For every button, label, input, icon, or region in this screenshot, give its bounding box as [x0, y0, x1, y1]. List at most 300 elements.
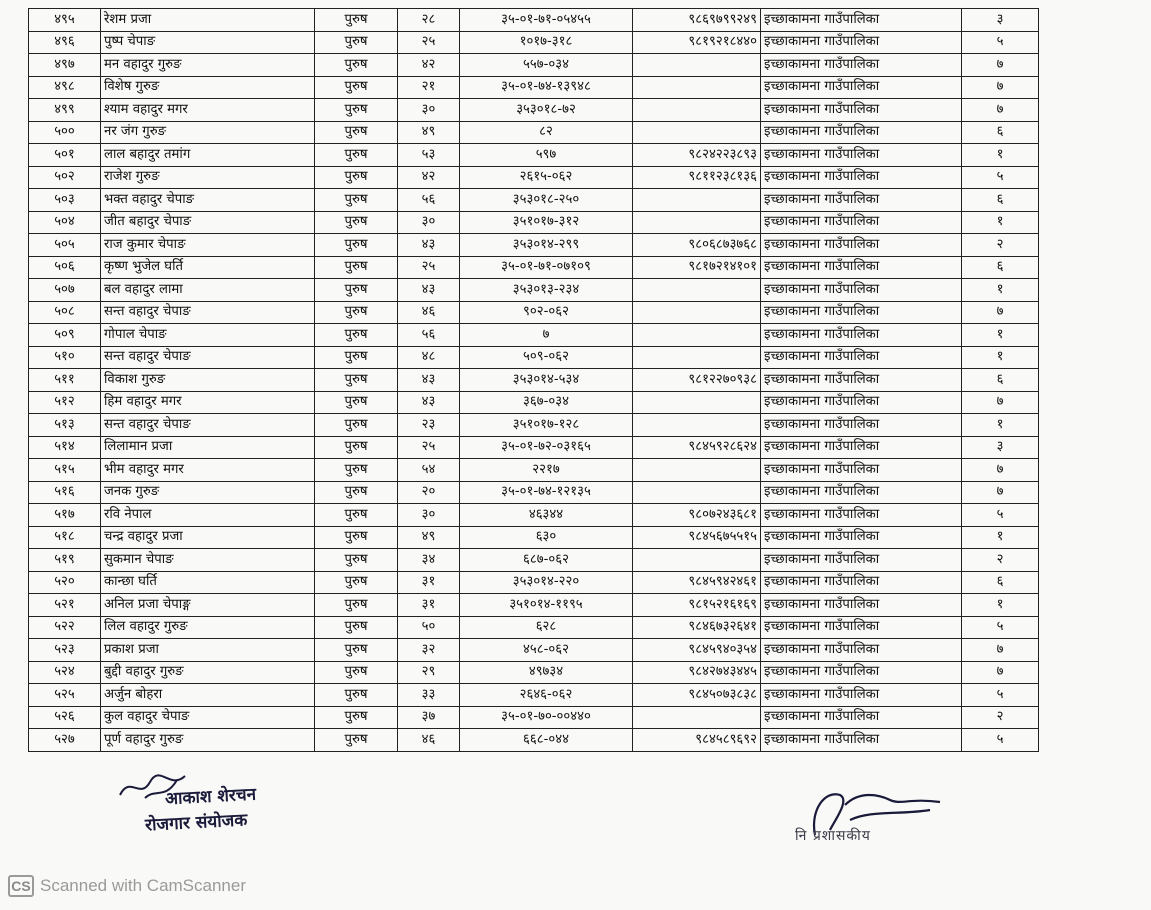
age-cell: ४६	[398, 729, 460, 752]
citizenship-number-cell: ७	[460, 324, 633, 347]
table-row	[29, 279, 1039, 302]
camscanner-text: Scanned with CamScanner	[40, 876, 247, 895]
municipality-cell: इच्छाकामना गाउँपालिका	[761, 549, 962, 572]
municipality-cell: इच्छाकामना गाउँपालिका	[761, 684, 962, 707]
serial-number-cell: ४९७	[29, 54, 101, 77]
municipality-cell: इच्छाकामना गाउँपालिका	[761, 76, 962, 99]
gender-cell: पुरुष	[315, 481, 398, 504]
phone-cell: ९८१५२१६१६९	[633, 594, 761, 617]
name-cell: भीम वहादुर मगर	[101, 459, 315, 482]
table-row	[29, 616, 1039, 639]
phone-cell	[633, 76, 761, 99]
phone-cell	[633, 121, 761, 144]
name-cell: सन्त वहादुर चेपाङ	[101, 346, 315, 369]
name-cell: पूर्ण वहादुर गुरुङ	[101, 729, 315, 752]
age-cell: ५४	[398, 459, 460, 482]
citizenship-number-cell: ८२	[460, 121, 633, 144]
name-cell: जीत बहादुर चेपाङ	[101, 211, 315, 234]
citizenship-number-cell: १०१७-३१८	[460, 31, 633, 54]
gender-cell: पुरुष	[315, 144, 398, 167]
ward-cell: ६	[962, 571, 1039, 594]
age-cell: २५	[398, 436, 460, 459]
citizenship-number-cell: ३५३०१८-२५०	[460, 189, 633, 212]
table-row	[29, 211, 1039, 234]
age-cell: २५	[398, 31, 460, 54]
table-row	[29, 234, 1039, 257]
table-row	[29, 549, 1039, 572]
table-row	[29, 504, 1039, 527]
citizenship-number-cell: ३५-०१-७१-०७१०९	[460, 256, 633, 279]
phone-cell	[633, 279, 761, 302]
phone-cell: ९८१७२१४१०१	[633, 256, 761, 279]
ward-cell: ६	[962, 189, 1039, 212]
ward-cell: ७	[962, 661, 1039, 684]
age-cell: ४३	[398, 234, 460, 257]
serial-number-cell: ४९५	[29, 9, 101, 32]
municipality-cell: इच्छाकामना गाउँपालिका	[761, 414, 962, 437]
municipality-cell: इच्छाकामना गाउँपालिका	[761, 571, 962, 594]
municipality-cell: इच्छाकामना गाउँपालिका	[761, 211, 962, 234]
gender-cell: पुरुष	[315, 549, 398, 572]
gender-cell: पुरुष	[315, 301, 398, 324]
age-cell: ४९	[398, 121, 460, 144]
gender-cell: पुरुष	[315, 391, 398, 414]
camscanner-logo-icon: CS	[8, 875, 34, 897]
municipality-cell: इच्छाकामना गाउँपालिका	[761, 504, 962, 527]
phone-cell: ९८४६७३२६४१	[633, 616, 761, 639]
age-cell: ४९	[398, 526, 460, 549]
table-row	[29, 414, 1039, 437]
ward-cell: ५	[962, 166, 1039, 189]
age-cell: २१	[398, 76, 460, 99]
serial-number-cell: ५०८	[29, 301, 101, 324]
ward-cell: २	[962, 706, 1039, 729]
serial-number-cell: ५१२	[29, 391, 101, 414]
citizenship-number-cell: ३५१०१७-३१२	[460, 211, 633, 234]
serial-number-cell: ५१५	[29, 459, 101, 482]
serial-number-cell: ५१३	[29, 414, 101, 437]
municipality-cell: इच्छाकामना गाउँपालिका	[761, 346, 962, 369]
name-cell: श्याम वहादुर मगर	[101, 99, 315, 122]
ward-cell: १	[962, 346, 1039, 369]
name-cell: अर्जुन बोहरा	[101, 684, 315, 707]
phone-cell	[633, 99, 761, 122]
gender-cell: पुरुष	[315, 346, 398, 369]
serial-number-cell: ५०५	[29, 234, 101, 257]
citizenship-number-cell: ३५-०१-७२-०३१६५	[460, 436, 633, 459]
officer-signature-block	[790, 780, 1040, 860]
name-cell: चन्द्र वहादुर प्रजा	[101, 526, 315, 549]
citizenship-number-cell: ६८७-०६२	[460, 549, 633, 572]
age-cell: ४६	[398, 301, 460, 324]
name-cell: लिल वहादुर गुरुङ	[101, 616, 315, 639]
table-row	[29, 639, 1039, 662]
ward-cell: ७	[962, 99, 1039, 122]
name-cell: पुष्प चेपाङ	[101, 31, 315, 54]
gender-cell: पुरुष	[315, 189, 398, 212]
age-cell: २३	[398, 414, 460, 437]
ward-cell: ७	[962, 76, 1039, 99]
municipality-cell: इच्छाकामना गाउँपालिका	[761, 369, 962, 392]
phone-cell: ९८४२७४३४४५	[633, 661, 761, 684]
gender-cell: पुरुष	[315, 459, 398, 482]
phone-cell: ९८४५०७३८३८	[633, 684, 761, 707]
table-row	[29, 54, 1039, 77]
gender-cell: पुरुष	[315, 639, 398, 662]
table-row	[29, 459, 1039, 482]
serial-number-cell: ५१४	[29, 436, 101, 459]
age-cell: ३०	[398, 211, 460, 234]
citizenship-number-cell: ६३०	[460, 526, 633, 549]
citizenship-number-cell: ३५३०१३-२३४	[460, 279, 633, 302]
name-cell: रवि नेपाल	[101, 504, 315, 527]
citizenship-number-cell: ५९७	[460, 144, 633, 167]
name-cell: रेशम प्रजा	[101, 9, 315, 32]
ward-cell: ५	[962, 504, 1039, 527]
gender-cell: पुरुष	[315, 369, 398, 392]
age-cell: ४३	[398, 279, 460, 302]
phone-cell: ९८०७२४३६८१	[633, 504, 761, 527]
table-row	[29, 76, 1039, 99]
citizenship-number-cell: ४९७३४	[460, 661, 633, 684]
phone-cell: ९८४५९२८६२४	[633, 436, 761, 459]
phone-cell: ९८०६८७३७६८	[633, 234, 761, 257]
employment-register-table	[28, 8, 1039, 752]
municipality-cell: इच्छाकामना गाउँपालिका	[761, 256, 962, 279]
name-cell: नर जंग गुरुङ	[101, 121, 315, 144]
citizenship-number-cell: २२१७	[460, 459, 633, 482]
ward-cell: १	[962, 211, 1039, 234]
municipality-cell: इच्छाकामना गाउँपालिका	[761, 391, 962, 414]
name-cell: सन्त वहादुर चेपाङ	[101, 414, 315, 437]
gender-cell: पुरुष	[315, 436, 398, 459]
table-row	[29, 436, 1039, 459]
serial-number-cell: ५१७	[29, 504, 101, 527]
ward-cell: २	[962, 234, 1039, 257]
municipality-cell: इच्छाकामना गाउँपालिका	[761, 189, 962, 212]
gender-cell: पुरुष	[315, 9, 398, 32]
name-cell: बुद्दी वहादुर गुरुङ	[101, 661, 315, 684]
officer-title: नि प्रशासकीय	[795, 828, 871, 844]
name-cell: कुल वहादुर चेपाङ	[101, 706, 315, 729]
age-cell: ४३	[398, 369, 460, 392]
age-cell: ३२	[398, 639, 460, 662]
age-cell: २९	[398, 661, 460, 684]
gender-cell: पुरुष	[315, 99, 398, 122]
gender-cell: पुरुष	[315, 571, 398, 594]
gender-cell: पुरुष	[315, 729, 398, 752]
municipality-cell: इच्छाकामना गाउँपालिका	[761, 526, 962, 549]
table-row	[29, 526, 1039, 549]
table-row	[29, 99, 1039, 122]
age-cell: २०	[398, 481, 460, 504]
name-cell: कृष्ण भुजेल घर्ति	[101, 256, 315, 279]
gender-cell: पुरुष	[315, 706, 398, 729]
gender-cell: पुरुष	[315, 661, 398, 684]
citizenship-number-cell: ३५३०१४-५३४	[460, 369, 633, 392]
table-row	[29, 31, 1039, 54]
serial-number-cell: ५१९	[29, 549, 101, 572]
citizenship-number-cell: ३५१०१४-११९५	[460, 594, 633, 617]
name-cell: जनक गुरुङ	[101, 481, 315, 504]
table-row	[29, 706, 1039, 729]
serial-number-cell: ४९६	[29, 31, 101, 54]
gender-cell: पुरुष	[315, 234, 398, 257]
table-row	[29, 661, 1039, 684]
coordinator-title: रोजगार संयोजक	[144, 810, 248, 836]
age-cell: ३०	[398, 504, 460, 527]
ward-cell: ७	[962, 481, 1039, 504]
ward-cell: ६	[962, 369, 1039, 392]
ward-cell: ५	[962, 616, 1039, 639]
table-row	[29, 729, 1039, 752]
serial-number-cell: ५१६	[29, 481, 101, 504]
phone-cell: ९८६९७९९२४९	[633, 9, 761, 32]
gender-cell: पुरुष	[315, 504, 398, 527]
phone-cell: ९८१९२१८४४०	[633, 31, 761, 54]
age-cell: ४३	[398, 391, 460, 414]
citizenship-number-cell: ३५१०१७-१२८	[460, 414, 633, 437]
name-cell: लाल बहादुर तमांग	[101, 144, 315, 167]
table-row	[29, 189, 1039, 212]
name-cell: बल वहादुर लामा	[101, 279, 315, 302]
age-cell: ४२	[398, 166, 460, 189]
phone-cell	[633, 301, 761, 324]
age-cell: ५६	[398, 189, 460, 212]
gender-cell: पुरुष	[315, 211, 398, 234]
serial-number-cell: ५१०	[29, 346, 101, 369]
municipality-cell: इच्छाकामना गाउँपालिका	[761, 301, 962, 324]
citizenship-number-cell: ३५-०१-७१-०५४५५	[460, 9, 633, 32]
name-cell: विकाश गुरुङ	[101, 369, 315, 392]
table-row	[29, 144, 1039, 167]
name-cell: प्रकाश प्रजा	[101, 639, 315, 662]
name-cell: राज कुमार चेपाङ	[101, 234, 315, 257]
ward-cell: ३	[962, 9, 1039, 32]
citizenship-number-cell: ३६७-०३४	[460, 391, 633, 414]
serial-number-cell: ५०४	[29, 211, 101, 234]
ward-cell: ३	[962, 436, 1039, 459]
phone-cell	[633, 211, 761, 234]
age-cell: ४२	[398, 54, 460, 77]
name-cell: हिम वहादुर मगर	[101, 391, 315, 414]
table-row	[29, 571, 1039, 594]
ward-cell: ७	[962, 459, 1039, 482]
age-cell: ५६	[398, 324, 460, 347]
citizenship-number-cell: ३५३०१४-२२०	[460, 571, 633, 594]
phone-cell	[633, 706, 761, 729]
ward-cell: ५	[962, 729, 1039, 752]
age-cell: ५०	[398, 616, 460, 639]
phone-cell: ९८१२२७०९३८	[633, 369, 761, 392]
name-cell: सन्त वहादुर चेपाङ	[101, 301, 315, 324]
name-cell: अनिल प्रजा चेपाङ्ग	[101, 594, 315, 617]
age-cell: ३७	[398, 706, 460, 729]
serial-number-cell: ५१८	[29, 526, 101, 549]
citizenship-number-cell: ९०२-०६२	[460, 301, 633, 324]
table-row	[29, 121, 1039, 144]
name-cell: सुकमान चेपाङ	[101, 549, 315, 572]
table-row	[29, 346, 1039, 369]
age-cell: ३१	[398, 571, 460, 594]
serial-number-cell: ५००	[29, 121, 101, 144]
phone-cell: ९८४५८९६९२	[633, 729, 761, 752]
serial-number-cell: ५२१	[29, 594, 101, 617]
citizenship-number-cell: ६२८	[460, 616, 633, 639]
serial-number-cell: ५०७	[29, 279, 101, 302]
ward-cell: १	[962, 144, 1039, 167]
municipality-cell: इच्छाकामना गाउँपालिका	[761, 594, 962, 617]
phone-cell	[633, 391, 761, 414]
citizenship-number-cell: ४६३४४	[460, 504, 633, 527]
phone-cell: ९८४५९४२४६१	[633, 571, 761, 594]
municipality-cell: इच्छाकामना गाउँपालिका	[761, 31, 962, 54]
age-cell: ३१	[398, 594, 460, 617]
phone-cell	[633, 324, 761, 347]
name-cell: विशेष गुरुङ	[101, 76, 315, 99]
serial-number-cell: ५२४	[29, 661, 101, 684]
serial-number-cell: ५२५	[29, 684, 101, 707]
citizenship-number-cell: ५५७-०३४	[460, 54, 633, 77]
citizenship-number-cell: ५०९-०६२	[460, 346, 633, 369]
table-row	[29, 391, 1039, 414]
municipality-cell: इच्छाकामना गाउँपालिका	[761, 279, 962, 302]
ward-cell: ५	[962, 31, 1039, 54]
name-cell: कान्छा घर्ति	[101, 571, 315, 594]
municipality-cell: इच्छाकामना गाउँपालिका	[761, 99, 962, 122]
citizenship-number-cell: ४५८-०६२	[460, 639, 633, 662]
ward-cell: ६	[962, 121, 1039, 144]
serial-number-cell: ५२७	[29, 729, 101, 752]
phone-cell: ९८४५६७५५१५	[633, 526, 761, 549]
ward-cell: ६	[962, 256, 1039, 279]
ward-cell: १	[962, 526, 1039, 549]
table-row	[29, 684, 1039, 707]
table-row	[29, 166, 1039, 189]
municipality-cell: इच्छाकामना गाउँपालिका	[761, 661, 962, 684]
serial-number-cell: ५०६	[29, 256, 101, 279]
municipality-cell: इच्छाकामना गाउँपालिका	[761, 481, 962, 504]
citizenship-number-cell: ६६८-०४४	[460, 729, 633, 752]
phone-cell	[633, 346, 761, 369]
serial-number-cell: ५०३	[29, 189, 101, 212]
gender-cell: पुरुष	[315, 76, 398, 99]
municipality-cell: इच्छाकामना गाउँपालिका	[761, 459, 962, 482]
municipality-cell: इच्छाकामना गाउँपालिका	[761, 616, 962, 639]
ward-cell: ७	[962, 391, 1039, 414]
ward-cell: ७	[962, 639, 1039, 662]
municipality-cell: इच्छाकामना गाउँपालिका	[761, 324, 962, 347]
citizenship-number-cell: ३५-०१-७४-१३९४८	[460, 76, 633, 99]
age-cell: ३३	[398, 684, 460, 707]
phone-cell	[633, 459, 761, 482]
ward-cell: १	[962, 414, 1039, 437]
gender-cell: पुरुष	[315, 616, 398, 639]
table-row	[29, 324, 1039, 347]
phone-cell	[633, 54, 761, 77]
table-body	[29, 9, 1039, 752]
serial-number-cell: ४९८	[29, 76, 101, 99]
citizenship-number-cell: ३५३०१८-७२	[460, 99, 633, 122]
municipality-cell: इच्छाकामना गाउँपालिका	[761, 54, 962, 77]
gender-cell: पुरुष	[315, 279, 398, 302]
coordinator-name: आकाश शेरचन	[164, 784, 257, 810]
name-cell: भक्त वहादुर चेपाङ	[101, 189, 315, 212]
serial-number-cell: ५२२	[29, 616, 101, 639]
gender-cell: पुरुष	[315, 31, 398, 54]
gender-cell: पुरुष	[315, 414, 398, 437]
phone-cell	[633, 481, 761, 504]
municipality-cell: इच्छाकामना गाउँपालिका	[761, 9, 962, 32]
citizenship-number-cell: ३५-०१-७०-००४४०	[460, 706, 633, 729]
citizenship-number-cell: २६१५-०६२	[460, 166, 633, 189]
phone-cell	[633, 549, 761, 572]
serial-number-cell: ४९९	[29, 99, 101, 122]
ward-cell: ५	[962, 684, 1039, 707]
gender-cell: पुरुष	[315, 121, 398, 144]
gender-cell: पुरुष	[315, 594, 398, 617]
coordinator-signature-block	[115, 770, 315, 840]
serial-number-cell: ५२०	[29, 571, 101, 594]
phone-cell	[633, 414, 761, 437]
gender-cell: पुरुष	[315, 324, 398, 347]
age-cell: ४८	[398, 346, 460, 369]
municipality-cell: इच्छाकामना गाउँपालिका	[761, 121, 962, 144]
citizenship-number-cell: ३५३०१४-२९९	[460, 234, 633, 257]
camscanner-watermark	[8, 873, 246, 899]
age-cell: ३०	[398, 99, 460, 122]
citizenship-number-cell: २६४६-०६२	[460, 684, 633, 707]
phone-cell: ९८४५९४०३५४	[633, 639, 761, 662]
gender-cell: पुरुष	[315, 166, 398, 189]
name-cell: गोपाल चेपाङ	[101, 324, 315, 347]
ward-cell: ७	[962, 301, 1039, 324]
table-row	[29, 594, 1039, 617]
serial-number-cell: ५०१	[29, 144, 101, 167]
ward-cell: ७	[962, 54, 1039, 77]
citizenship-number-cell: ३५-०१-७४-१२१३५	[460, 481, 633, 504]
table-row	[29, 256, 1039, 279]
ward-cell: १	[962, 594, 1039, 617]
gender-cell: पुरुष	[315, 54, 398, 77]
age-cell: ३४	[398, 549, 460, 572]
serial-number-cell: ५२६	[29, 706, 101, 729]
gender-cell: पुरुष	[315, 256, 398, 279]
phone-cell: ९८२४२२३८९३	[633, 144, 761, 167]
serial-number-cell: ५०९	[29, 324, 101, 347]
phone-cell: ९८११२३८१३६	[633, 166, 761, 189]
age-cell: ५३	[398, 144, 460, 167]
municipality-cell: इच्छाकामना गाउँपालिका	[761, 144, 962, 167]
municipality-cell: इच्छाकामना गाउँपालिका	[761, 436, 962, 459]
table-row	[29, 369, 1039, 392]
ward-cell: १	[962, 324, 1039, 347]
gender-cell: पुरुष	[315, 526, 398, 549]
ward-cell: १	[962, 279, 1039, 302]
municipality-cell: इच्छाकामना गाउँपालिका	[761, 729, 962, 752]
name-cell: लिलामान प्रजा	[101, 436, 315, 459]
municipality-cell: इच्छाकामना गाउँपालिका	[761, 234, 962, 257]
municipality-cell: इच्छाकामना गाउँपालिका	[761, 706, 962, 729]
serial-number-cell: ५०२	[29, 166, 101, 189]
table-row	[29, 9, 1039, 32]
table-row	[29, 481, 1039, 504]
age-cell: २५	[398, 256, 460, 279]
serial-number-cell: ५२३	[29, 639, 101, 662]
gender-cell: पुरुष	[315, 684, 398, 707]
age-cell: २८	[398, 9, 460, 32]
phone-cell	[633, 189, 761, 212]
